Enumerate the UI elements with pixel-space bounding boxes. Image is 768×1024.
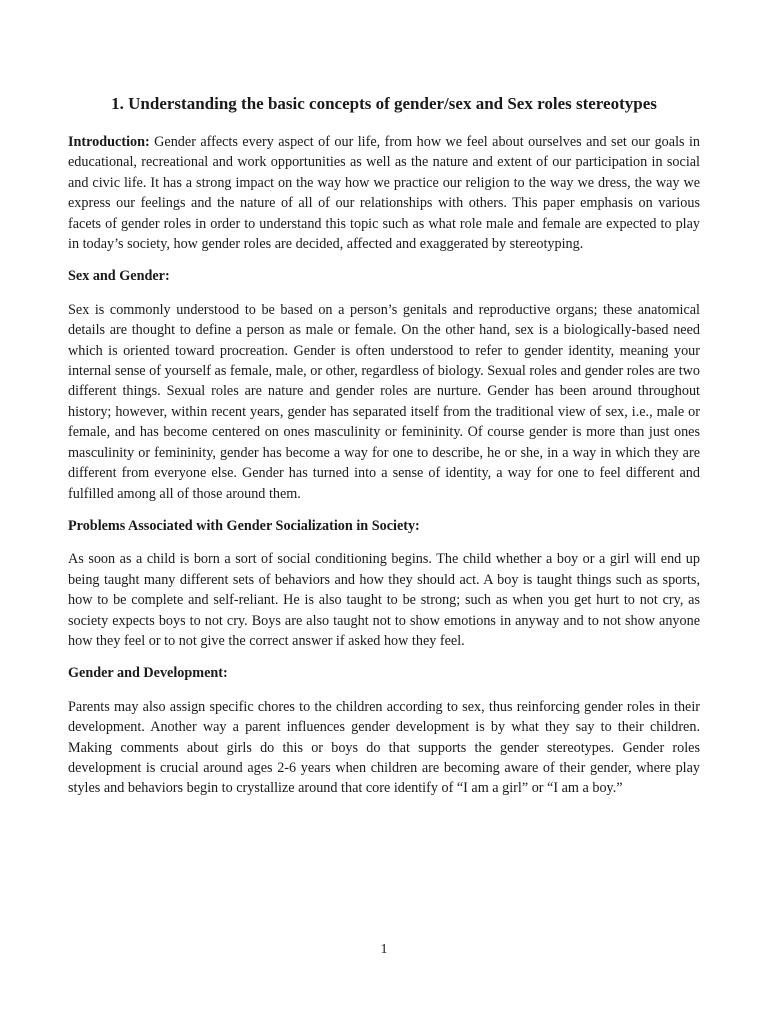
section-heading-gender-socialization: Problems Associated with Gender Socialization in Society: xyxy=(68,517,420,534)
intro-paragraph xyxy=(68,132,700,254)
section-text-gender-socialization: As soon as a child is born a sort of social conditioning begins. The child whether a boy or a girl will end up being taught many different sets of behaviors and how they should act. A boy is taught things such as sports, how to be complete and self-reliant. He is also taught to be strong; such as when you get hurt to not cry, as society expects boys to not cry. Boys are also taught not to show emotions in anyway and to not show anyone how they feel or to not give the correct answer if asked how they feel. xyxy=(68,551,700,649)
section-text-sex-and-gender: Sex is commonly understood to be based on a person’s genitals and reproductive organs; these anatomical details are thought to define a person as male or female. On the other hand, sex is a biologically-based need which is oriented toward procreation. Gender is often understood to refer to gender identity, meaning your internal sense of yourself as female, male, or other, regardless of biology. Sexual roles and gender roles are two different things. Sexual roles are nature and gender roles are nurture. Gender has been around throughout history; however, within recent years, gender has separated itself from the traditional view of sex, i.e., male or female, and has become centered on ones masculinity or femininity. Of course gender is more than just ones masculinity or femininity, gender has become a way for one to describe, he or she, in a way in which they are different from everyone else. Gender has turned into a sense of identity, a way for one to feel different and fulfilled among all of those around them. xyxy=(68,301,701,502)
document-title: 1. Understanding the basic concepts of gender/sex and Sex roles stereotypes xyxy=(111,94,657,113)
intro-text: Gender affects every aspect of our life, from how we feel about ourselves and set our goals in educational, recreational and work opportunities as well as the nature and extent of our participation in social and civic life. It has a strong impact on the way how we practice our religion to the way we dress, the way we express our feelings and the nature of all of our relationships with others. This paper emphasis on various facets of gender roles in order to understand this topic such as what role male and female are expected to play in today’s society, how gender roles are decided, affected and exaggerated by stereotyping. xyxy=(68,134,700,253)
section-heading-gender-development: Gender and Development: xyxy=(68,665,228,682)
page-number: 1 xyxy=(380,942,388,957)
section-heading-sex-and-gender: Sex and Gender: xyxy=(68,268,170,285)
intro-label: Introduction: xyxy=(68,134,150,150)
section-text-gender-development: Parents may also assign specific chores to the children according to sex, thus reinforcing gender roles in their development. Another way a parent influences gender development is by what they say to their children. Making comments about girls do this or boys do that supports the gender stereotypes. Gender roles development is crucial around ages 2-6 years when children are becoming aware of their gender, where play styles and behaviors begin to crystallize around that core identify of “I am a girl” or “I am a boy.” xyxy=(68,698,700,797)
